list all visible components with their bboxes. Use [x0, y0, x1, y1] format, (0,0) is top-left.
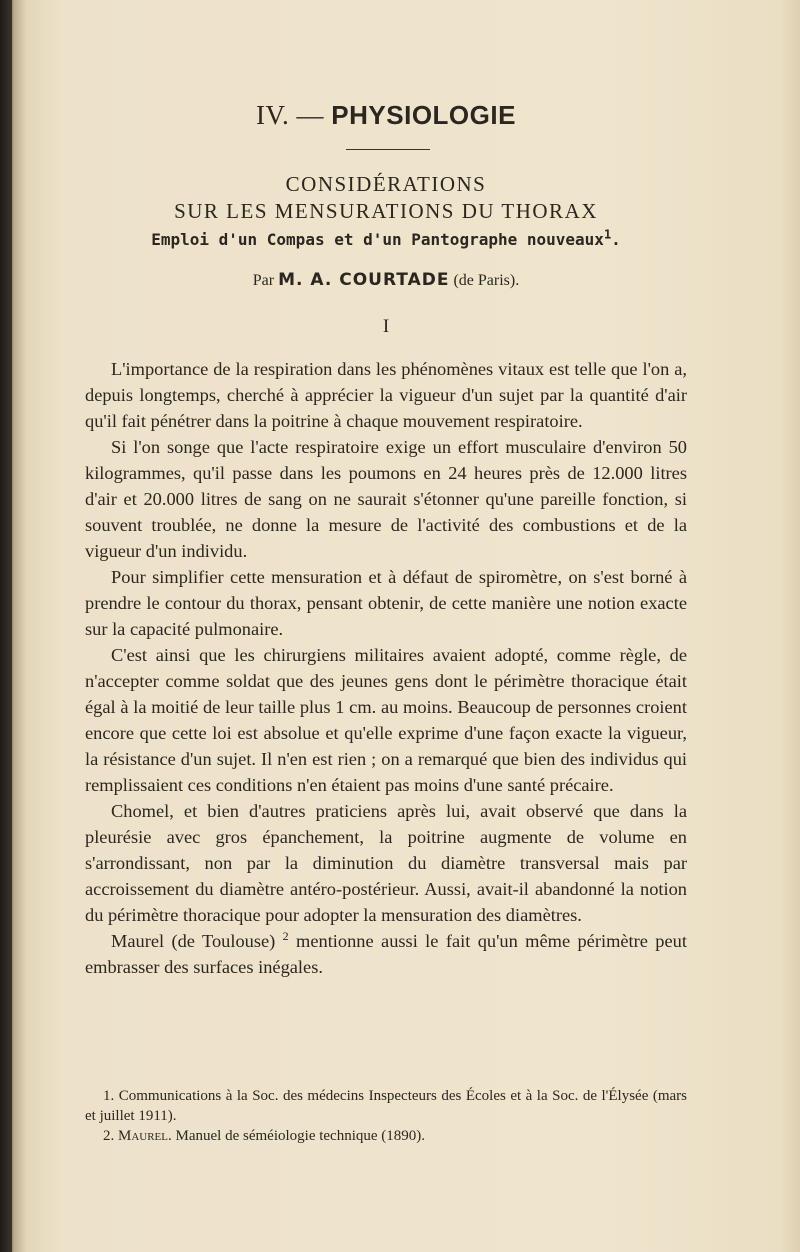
body-text — [85, 356, 687, 980]
paragraph: Chomel, et bien d'autres praticiens après lui, avait observé que dans la pleurésie avec gros épanchement, la poitrine augmente de volume en s'arrondissant, non par la diminution du diamètre transversal mais par accroissement du diamètre antéro-postérieur. Aussi, avait-il abandonné la notion du périmètre thoracique pour adopter la mensuration des diamètres. — [85, 801, 687, 925]
author-name: M. A. COURTADE — [278, 270, 450, 290]
title-divider — [346, 149, 430, 150]
footnote — [85, 1126, 687, 1146]
footnote-ref-2: 2 — [282, 928, 289, 943]
part-title — [85, 100, 687, 131]
footnote-text: Manuel de séméiologie technique (1890). — [175, 1128, 426, 1144]
paragraph-last-start: Maurel (de Toulouse) — [111, 931, 276, 951]
paragraph: Si l'on songe que l'acte respiratoire exige un effort musculaire d'environ 50 kilogrammes, qu'il passe dans les poumons en 24 heures près de 12.000 litres d'air et 20.000 litres de sang on ne saurait s'étonner qu'une pareille fonction, si souvent troublée, ne donne la mesure de l'activité des combustions et de la vigueur d'un individu. — [85, 437, 687, 561]
footnote — [85, 1086, 687, 1126]
footnote-ref-1: 1 — [603, 227, 612, 242]
part-name: PHYSIOLOGIE — [331, 100, 516, 130]
byline-suffix: (de Paris). — [453, 272, 520, 289]
article-heading-line1: CONSIDÉRATIONS — [285, 172, 487, 196]
footnote-author: Maurel. — [118, 1128, 172, 1144]
paragraph-last — [85, 928, 687, 980]
section-number: I — [382, 316, 390, 337]
paragraph: L'importance de la respiration dans les phénomènes vitaux est telle que l'on a, depuis longtemps, cherché à apprécier la vigueur d'un sujet par la quantité d'air qu'il fait pénétrer dans la poitrine à chaque mouvement respiratoire. — [85, 359, 687, 431]
article-subtitle: Emploi d'un Compas et d'un Pantographe nouveaux$^1$. — [151, 227, 621, 249]
paragraph: C'est ainsi que les chirurgiens militaires avaient adopté, comme règle, de n'accepter comme soldat que des jeunes gens dont le périmètre thoracique était égal à la moitié de leur taille plus 1 cm. au moins. Beaucoup de personnes croient encore que cette loi est absolue et qu'elle exprime d'une façon exacte la vigueur, la résistance d'un sujet. Il n'en est rien ; on a remarqué que bien des individus qui remplissaient ces conditions n'en étaient pas moins d'une santé précaire. — [85, 645, 687, 795]
subtitle-text: Emploi d'un Compas et d'un Pantographe nouveaux — [151, 230, 604, 249]
paragraph-last-end: mentionne aussi le fait qu'un même périmètre peut embrasser des surfaces inégales. — [85, 931, 687, 977]
footnote-number: 2. — [103, 1128, 115, 1144]
footnotes — [85, 1086, 687, 1146]
book-spine-shadow — [0, 0, 12, 1252]
byline-prefix: Par — [252, 272, 275, 289]
part-number: IV. — — [256, 100, 325, 130]
footnote-text: Communications à la Soc. des médecins Inspecteurs des Écoles et à la Soc. de l'Élysée (mars et juillet 1911). — [85, 1088, 688, 1124]
byline — [85, 270, 687, 290]
footnote-number: 1. — [103, 1088, 115, 1104]
paragraph: Pour simplifier cette mensuration et à défaut de spiromètre, on s'est borné à prendre le contour du thorax, pensant obtenir, de cette manière une notion exacte sur la capacité pulmonaire. — [85, 567, 687, 639]
article-heading-line2: SUR LES MENSURATIONS DU THORAX — [174, 199, 598, 223]
